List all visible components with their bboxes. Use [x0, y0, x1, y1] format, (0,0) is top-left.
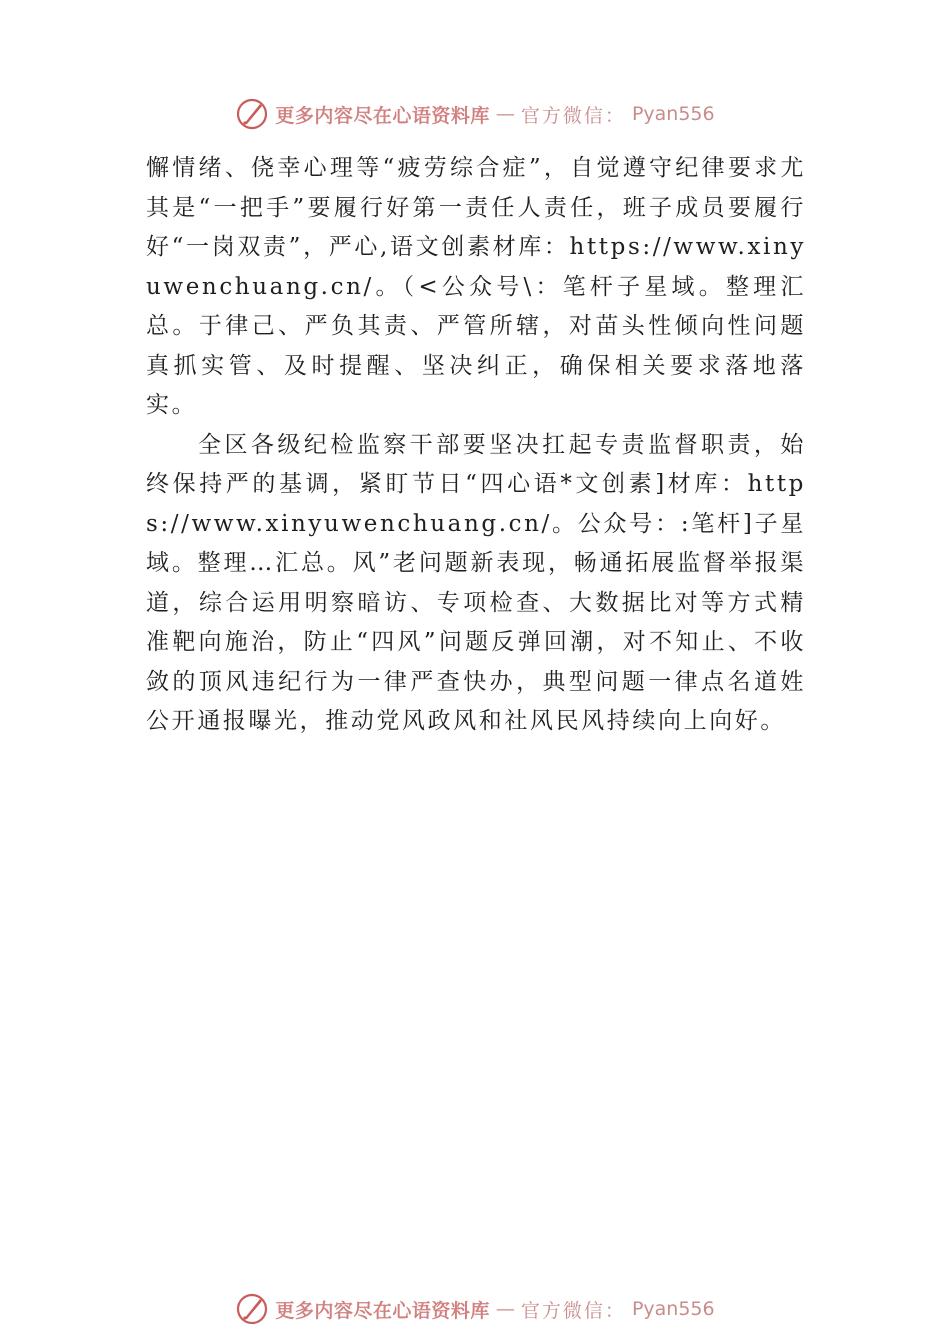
banner-dash: — — [495, 103, 515, 125]
footer-banner-main-text: 更多内容尽在心语资料库 — [275, 1299, 490, 1322]
body-paragraph-1: 懈情绪、侥幸心理等“疲劳综合症”，自觉遵守纪律要求尤其是“一把手”要履行好第一责任人责任，班子成员要履行好“一岗双责”，严心,语文创素材库：https://www.xinyuwenchuang.cn/。（<公众号\：笔杆子星域。整理汇总。于律己、严负其责、严管所辖，对苗头性倾向性问题真抓实管、及时提醒、坚决纠正，确保相关要求落地落实。 — [146, 155, 806, 418]
footer-banner-wechat-label: 官方微信： — [520, 1299, 626, 1322]
footer-banner-wechat-id: Pyan556 — [631, 1298, 715, 1320]
footer-banner-dash: — — [495, 1298, 515, 1320]
header-banner — [0, 94, 950, 134]
body-paragraph-2: 全区各级纪检监察干部要坚决扛起专责监督职责，始终保持严的基调，紧盯节日“四心语*文创素]材库：https://www.xinyuwenchuang.cn/。公众号：:笔杆]子星域。整理…汇总。风”老问题新表现，畅通拓展监督举报渠道，综合运用明察暗访、专项检查、大数据比对等方式精准靶向施治，防止“四风”问题反弹回潮，对不知止、不收敛的顶风违纪行为一律严查快办，典型问题一律点名道姓公开通报曝光，推动党风政风和社风民风持续向上向好。 — [146, 431, 806, 734]
banner-wechat-label: 官方微信： — [520, 104, 626, 127]
quill-pen-logo-icon — [235, 97, 269, 131]
quill-pen-logo-icon — [235, 1292, 269, 1326]
banner-wechat-id: Pyan556 — [631, 103, 715, 125]
banner-main-text: 更多内容尽在心语资料库 — [275, 104, 490, 127]
document-body — [146, 149, 806, 742]
footer-banner — [0, 1289, 950, 1329]
